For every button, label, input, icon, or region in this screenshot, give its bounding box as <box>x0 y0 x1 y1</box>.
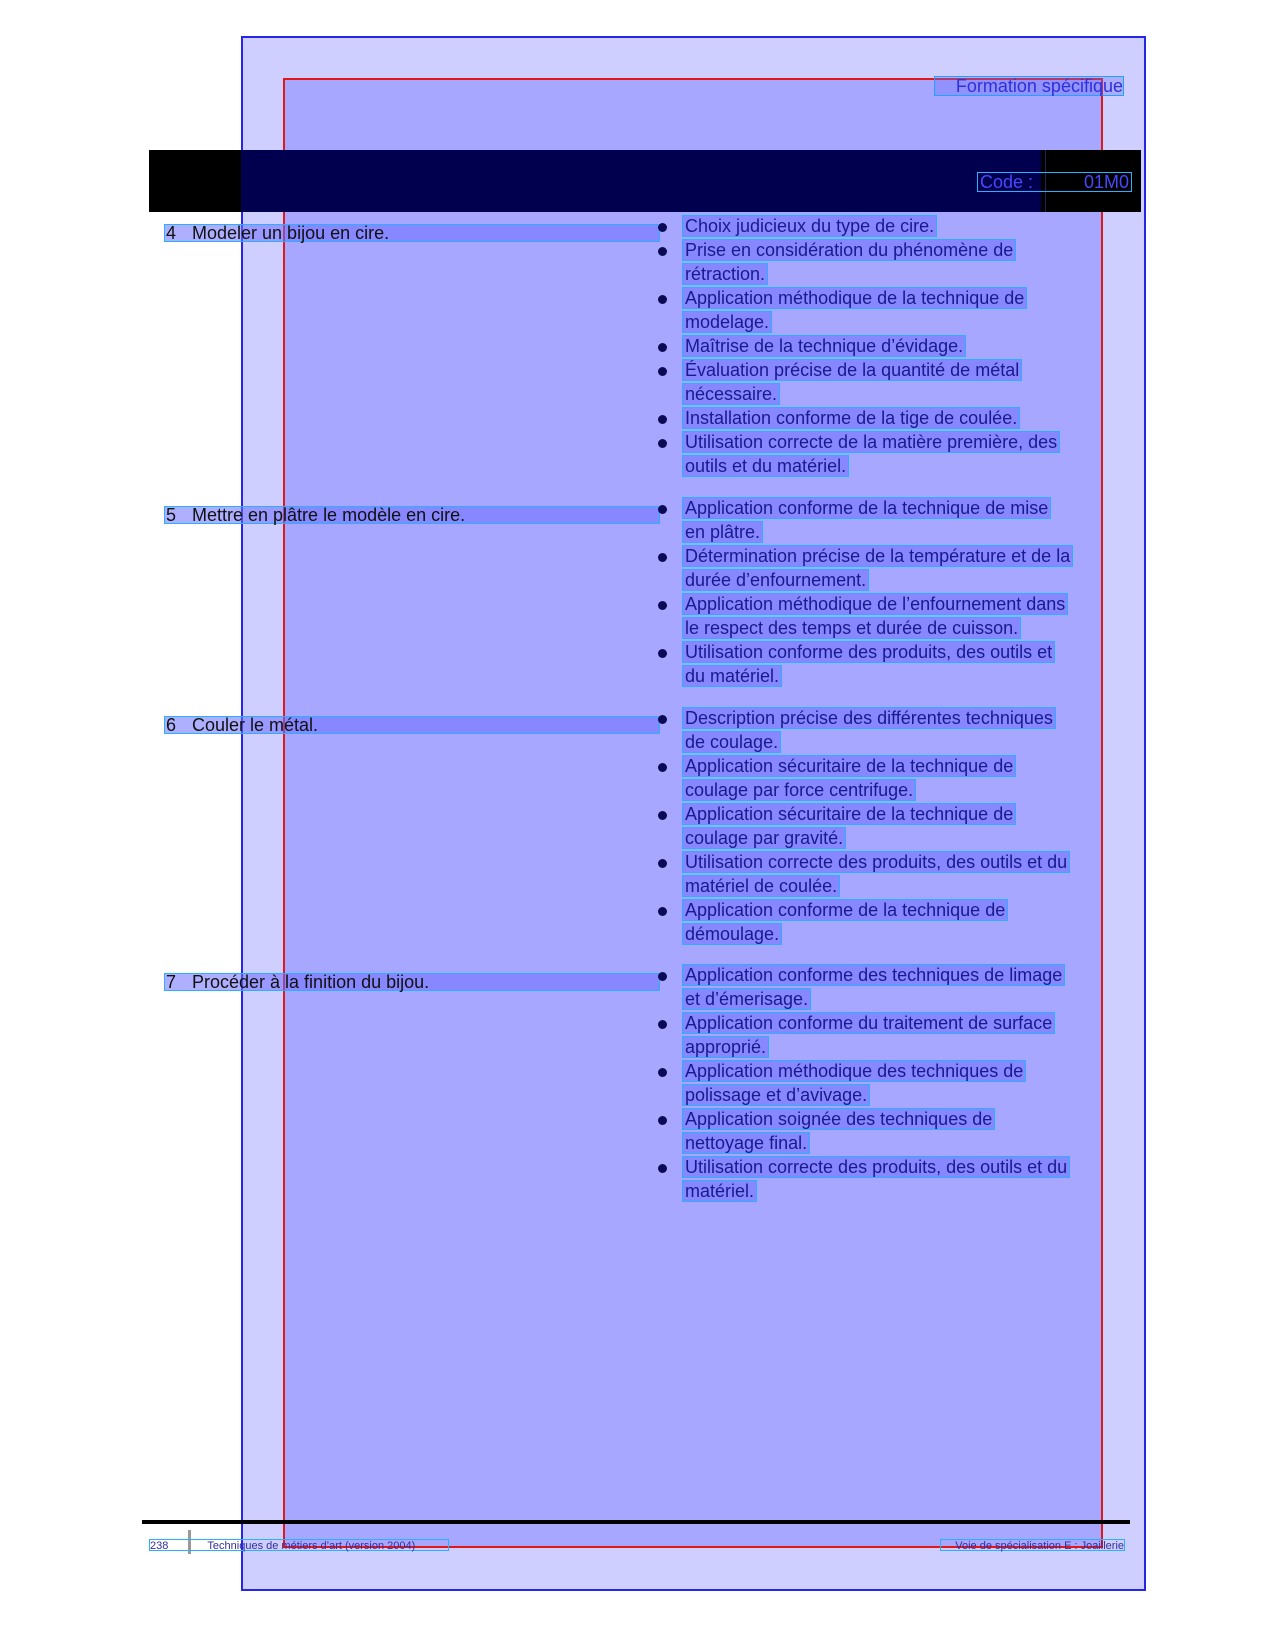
criterion-line: nettoyage final. <box>682 1132 810 1154</box>
bullet-icon <box>658 223 667 232</box>
criterion-item <box>658 335 1126 357</box>
objective-row <box>164 716 660 734</box>
criterion-line: Utilisation correcte des produits, des outils et du <box>682 851 1070 873</box>
footer-page-number: 238 <box>150 1540 169 1552</box>
bullet-icon <box>658 415 667 424</box>
objective-text: Couler le métal. <box>192 715 319 735</box>
criterion-line: Détermination précise de la température et de la <box>682 545 1073 567</box>
criterion-item <box>658 545 1126 591</box>
criterion-item <box>658 803 1126 849</box>
criterion-item <box>658 407 1126 429</box>
criterion-item <box>658 593 1126 639</box>
criterion-line: Prise en considération du phénomène de <box>682 239 1016 261</box>
criterion-item <box>658 287 1126 333</box>
bullet-icon <box>658 715 667 724</box>
bullet-icon <box>658 1116 667 1125</box>
criterion-line: coulage par force centrifuge. <box>682 779 916 801</box>
running-header: Formation spécifique <box>934 76 1124 96</box>
objective-text: Mettre en plâtre le modèle en cire. <box>192 505 466 525</box>
objective-number: 7 <box>166 972 177 992</box>
criterion-line: Installation conforme de la tige de coulée. <box>682 407 1020 429</box>
criteria-list <box>658 707 1126 947</box>
criterion-line: Application méthodique de la technique de <box>682 287 1027 309</box>
criterion-line: coulage par gravité. <box>682 827 846 849</box>
bullet-icon <box>658 763 667 772</box>
bullet-icon <box>658 907 667 916</box>
bullet-icon <box>658 1020 667 1029</box>
criteria-list <box>658 964 1126 1204</box>
criterion-item <box>658 1060 1126 1106</box>
bullet-icon <box>658 295 667 304</box>
criterion-line: le respect des temps et durée de cuisson. <box>682 617 1021 639</box>
criterion-line: Utilisation conforme des produits, des outils et <box>682 641 1055 663</box>
criterion-line: matériel de coulée. <box>682 875 840 897</box>
objective-number: 6 <box>166 715 177 735</box>
criteria-list <box>658 215 1126 479</box>
criterion-line: Maîtrise de la technique d’évidage. <box>682 335 966 357</box>
criterion-line: matériel. <box>682 1180 757 1202</box>
objective-row <box>164 506 660 524</box>
criterion-line: rétraction. <box>682 263 768 285</box>
header-band-overlay <box>241 150 1041 212</box>
code-field <box>977 172 1132 192</box>
criteria-list <box>658 497 1126 689</box>
footer-rule <box>142 1520 1130 1524</box>
objective-row <box>164 224 660 242</box>
criterion-line: Application méthodique de l’enfournement dans <box>682 593 1068 615</box>
criterion-item <box>658 1156 1126 1202</box>
criterion-item <box>658 359 1126 405</box>
criterion-line: Utilisation correcte des produits, des outils et du <box>682 1156 1070 1178</box>
bullet-icon <box>658 649 667 658</box>
footer-program-title: Techniques de métiers d’art (version 2004) <box>207 1540 416 1552</box>
criterion-line: Évaluation précise de la quantité de métal <box>682 359 1022 381</box>
criterion-item <box>658 239 1126 285</box>
objective-row <box>164 973 660 991</box>
bullet-icon <box>658 367 667 376</box>
criterion-line: démoulage. <box>682 923 782 945</box>
criterion-item <box>658 899 1126 945</box>
criterion-line: approprié. <box>682 1036 769 1058</box>
criterion-line: Choix judicieux du type de cire. <box>682 215 937 237</box>
bullet-icon <box>658 505 667 514</box>
criterion-item <box>658 964 1126 1010</box>
criterion-line: Application conforme de la technique de mise <box>682 497 1051 519</box>
objective-text: Modeler un bijou en cire. <box>192 223 390 243</box>
bullet-icon <box>658 1068 667 1077</box>
objective-number: 5 <box>166 505 177 525</box>
criterion-line: en plâtre. <box>682 521 763 543</box>
bullet-icon <box>658 601 667 610</box>
criterion-item <box>658 1108 1126 1154</box>
criterion-line: de coulage. <box>682 731 781 753</box>
objective-text: Procéder à la finition du bijou. <box>192 972 430 992</box>
criterion-line: Application conforme de la technique de <box>682 899 1008 921</box>
criterion-line: et d’émerisage. <box>682 988 811 1010</box>
bullet-icon <box>658 811 667 820</box>
bullet-icon <box>658 343 667 352</box>
code-label: Code : <box>980 172 1034 192</box>
criterion-item <box>658 851 1126 897</box>
objective-number: 4 <box>166 223 177 243</box>
criterion-line: Application sécuritaire de la technique de <box>682 755 1016 777</box>
code-value: 01M0 <box>1083 172 1129 192</box>
bullet-icon <box>658 859 667 868</box>
criterion-line: Application méthodique des techniques de <box>682 1060 1026 1082</box>
criterion-line: du matériel. <box>682 665 782 687</box>
criterion-item <box>658 1012 1126 1058</box>
footer-left <box>149 1539 449 1551</box>
criterion-item <box>658 707 1126 753</box>
bullet-icon <box>658 553 667 562</box>
criterion-line: polissage et d’avivage. <box>682 1084 870 1106</box>
criterion-item <box>658 755 1126 801</box>
criterion-line: Application conforme des techniques de limage <box>682 964 1065 986</box>
bullet-icon <box>658 439 667 448</box>
criterion-line: Utilisation correcte de la matière première, des <box>682 431 1060 453</box>
footer-right: Voie de spécialisation E : Joaillerie <box>940 1539 1125 1551</box>
criterion-line: Application sécuritaire de la technique de <box>682 803 1016 825</box>
criterion-line: durée d’enfournement. <box>682 569 869 591</box>
criterion-line: modelage. <box>682 311 772 333</box>
criterion-line: nécessaire. <box>682 383 780 405</box>
bullet-icon <box>658 247 667 256</box>
criterion-item <box>658 497 1126 543</box>
criterion-line: Application soignée des techniques de <box>682 1108 995 1130</box>
bullet-icon <box>658 972 667 981</box>
criterion-line: outils et du matériel. <box>682 455 849 477</box>
criterion-item <box>658 641 1126 687</box>
criterion-line: Application conforme du traitement de surface <box>682 1012 1055 1034</box>
criterion-item <box>658 215 1126 237</box>
bullet-icon <box>658 1164 667 1173</box>
criterion-item <box>658 431 1126 477</box>
criterion-line: Description précise des différentes techniques <box>682 707 1056 729</box>
